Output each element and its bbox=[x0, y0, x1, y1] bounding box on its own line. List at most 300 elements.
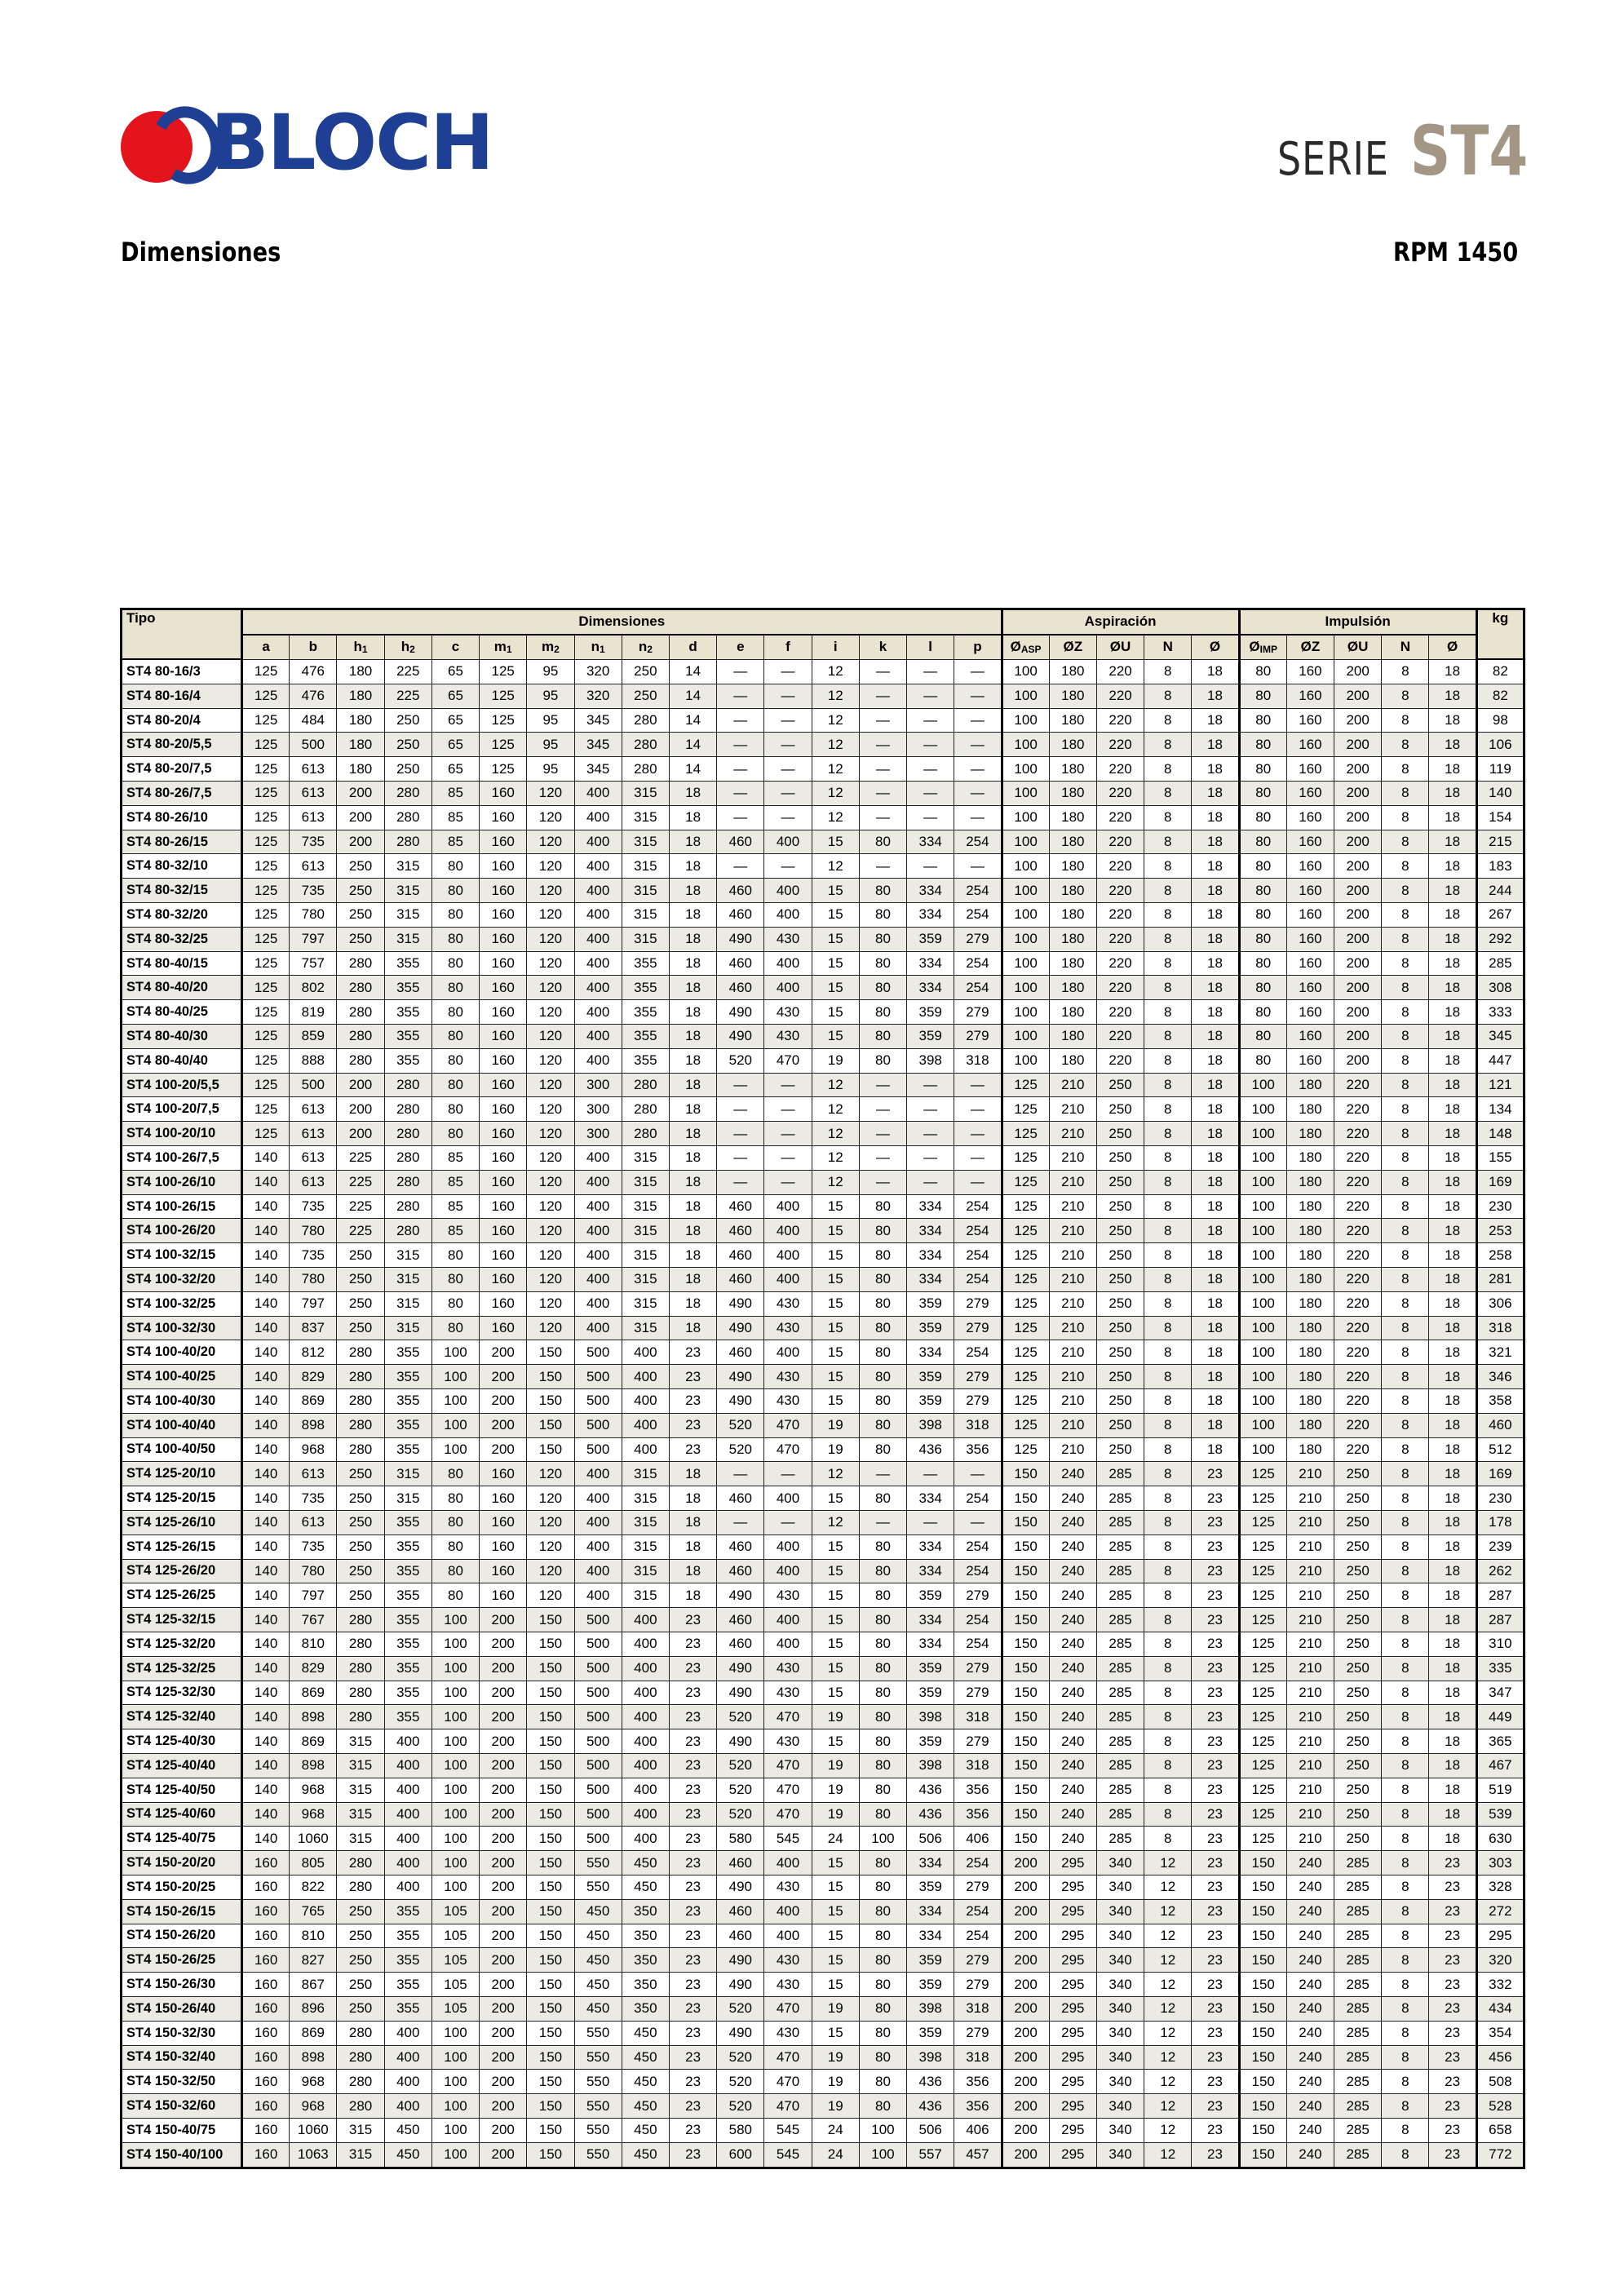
table-cell: 285 bbox=[1096, 1705, 1144, 1729]
table-cell: 8 bbox=[1382, 684, 1429, 708]
table-cell: 8 bbox=[1144, 1219, 1192, 1243]
table-cell: — bbox=[907, 1097, 954, 1122]
table-cell: 280 bbox=[337, 951, 384, 976]
table-cell: 280 bbox=[337, 1875, 384, 1899]
table-cell: 220 bbox=[1334, 1413, 1382, 1437]
table-cell: 355 bbox=[384, 1048, 431, 1073]
table-cell: 285 bbox=[1334, 2021, 1382, 2045]
table-cell: 295 bbox=[1049, 1875, 1096, 1899]
table-cell: 140 bbox=[1476, 782, 1524, 806]
table-cell: 160 bbox=[242, 1996, 290, 2021]
table-cell: 80 bbox=[859, 1729, 906, 1754]
table-cell: 398 bbox=[907, 2045, 954, 2070]
table-cell: 160 bbox=[480, 903, 527, 928]
table-cell: 400 bbox=[622, 1802, 669, 1827]
tipo-cell: ST4 100-32/20 bbox=[122, 1268, 242, 1292]
table-cell: 500 bbox=[574, 1437, 622, 1462]
table-cell: 220 bbox=[1096, 805, 1144, 830]
table-cell: 18 bbox=[669, 879, 716, 903]
table-cell: 484 bbox=[290, 708, 337, 733]
table-cell: 430 bbox=[764, 1948, 812, 1973]
table-cell: 80 bbox=[431, 1534, 479, 1559]
table-cell: 210 bbox=[1049, 1413, 1096, 1437]
table-cell: 18 bbox=[1192, 951, 1239, 976]
table-cell: 180 bbox=[1049, 1025, 1096, 1049]
tipo-cell: ST4 100-20/10 bbox=[122, 1122, 242, 1146]
table-cell: 430 bbox=[764, 1025, 812, 1049]
table-cell: 400 bbox=[622, 1681, 669, 1705]
table-cell: 318 bbox=[954, 1048, 1002, 1073]
table-cell: 280 bbox=[337, 1340, 384, 1365]
table-cell: 285 bbox=[1334, 2142, 1382, 2168]
table-cell: 220 bbox=[1334, 1340, 1382, 1365]
table-cell: 8 bbox=[1144, 976, 1192, 1000]
table-cell: 250 bbox=[1334, 1729, 1382, 1754]
table-cell: 19 bbox=[812, 1705, 859, 1729]
table-cell: 15 bbox=[812, 1316, 859, 1340]
table-cell: 85 bbox=[431, 782, 479, 806]
table-cell: 240 bbox=[1286, 2070, 1334, 2094]
table-cell: 280 bbox=[384, 1122, 431, 1146]
table-cell: 280 bbox=[622, 1073, 669, 1097]
column-header: e bbox=[717, 635, 764, 659]
table-cell: 180 bbox=[337, 757, 384, 782]
table-cell: 18 bbox=[1192, 1437, 1239, 1462]
table-cell: 520 bbox=[717, 1753, 764, 1778]
table-cell: 100 bbox=[1002, 708, 1049, 733]
table-cell: 200 bbox=[480, 1729, 527, 1754]
table-cell: 550 bbox=[574, 2070, 622, 2094]
table-cell: 18 bbox=[1192, 1097, 1239, 1122]
tipo-cell: ST4 125-32/20 bbox=[122, 1632, 242, 1656]
table-cell: 15 bbox=[812, 1851, 859, 1876]
table-cell: 134 bbox=[1476, 1097, 1524, 1122]
table-cell: 8 bbox=[1144, 1170, 1192, 1194]
table-cell: 125 bbox=[1002, 1219, 1049, 1243]
table-cell: 400 bbox=[574, 903, 622, 928]
table-cell: 100 bbox=[1239, 1389, 1286, 1414]
table-cell: 250 bbox=[1096, 1437, 1144, 1462]
table-cell: 225 bbox=[337, 1219, 384, 1243]
table-cell: 18 bbox=[1429, 1365, 1476, 1389]
table-cell: 80 bbox=[1239, 708, 1286, 733]
table-cell: 150 bbox=[1002, 1632, 1049, 1656]
tipo-cell: ST4 80-40/25 bbox=[122, 1000, 242, 1025]
table-cell: 898 bbox=[290, 1705, 337, 1729]
tipo-cell: ST4 150-32/50 bbox=[122, 2070, 242, 2094]
table-cell: 285 bbox=[1096, 1656, 1144, 1681]
table-cell: 18 bbox=[1429, 1219, 1476, 1243]
table-cell: — bbox=[859, 1122, 906, 1146]
table-cell: 359 bbox=[907, 1973, 954, 1997]
table-cell: 470 bbox=[764, 1413, 812, 1437]
table-cell: — bbox=[764, 659, 812, 684]
table-cell: 400 bbox=[574, 879, 622, 903]
table-cell: — bbox=[717, 684, 764, 708]
table-cell: 180 bbox=[1049, 782, 1096, 806]
table-cell: 310 bbox=[1476, 1632, 1524, 1656]
table-cell: 250 bbox=[337, 1486, 384, 1511]
table-cell: 8 bbox=[1144, 1656, 1192, 1681]
tipo-cell: ST4 125-20/10 bbox=[122, 1462, 242, 1486]
table-cell: 318 bbox=[954, 1705, 1002, 1729]
table-cell: 210 bbox=[1286, 1486, 1334, 1511]
table-cell: 400 bbox=[622, 1778, 669, 1802]
table-cell: 125 bbox=[242, 951, 290, 976]
table-cell: 80 bbox=[1239, 1000, 1286, 1025]
table-cell: 160 bbox=[480, 1583, 527, 1608]
table-cell: 23 bbox=[1192, 1486, 1239, 1511]
table-cell: 160 bbox=[242, 1973, 290, 1997]
table-cell: 15 bbox=[812, 1534, 859, 1559]
table-cell: 8 bbox=[1144, 1486, 1192, 1511]
table-cell: 8 bbox=[1382, 1681, 1429, 1705]
table-cell: 18 bbox=[1429, 1632, 1476, 1656]
table-cell: 18 bbox=[669, 927, 716, 951]
table-cell: 80 bbox=[859, 1753, 906, 1778]
table-cell: 869 bbox=[290, 1681, 337, 1705]
table-cell: 430 bbox=[764, 2021, 812, 2045]
column-header: $m_1$ bbox=[480, 635, 527, 659]
table-cell: 100 bbox=[1239, 1243, 1286, 1268]
table-cell: 334 bbox=[907, 1534, 954, 1559]
table-row bbox=[122, 1073, 1524, 1097]
table-cell: 150 bbox=[527, 2070, 574, 2094]
tipo-cell: ST4 100-32/30 bbox=[122, 1316, 242, 1340]
table-cell: 150 bbox=[527, 1729, 574, 1754]
table-cell: 500 bbox=[574, 1753, 622, 1778]
table-cell: 18 bbox=[1429, 1025, 1476, 1049]
table-cell: 210 bbox=[1286, 1656, 1334, 1681]
table-cell: 254 bbox=[954, 1632, 1002, 1656]
table-cell: 100 bbox=[1002, 733, 1049, 757]
table-cell: 23 bbox=[1429, 2045, 1476, 2070]
table-cell: 827 bbox=[290, 1948, 337, 1973]
table-cell: 519 bbox=[1476, 1778, 1524, 1802]
table-cell: 968 bbox=[290, 2070, 337, 2094]
tipo-cell: ST4 150-26/15 bbox=[122, 1899, 242, 1924]
table-cell: 23 bbox=[1192, 1875, 1239, 1899]
table-cell: 8 bbox=[1144, 1681, 1192, 1705]
tipo-cell: ST4 80-40/15 bbox=[122, 951, 242, 976]
table-cell: 200 bbox=[1002, 2118, 1049, 2142]
table-cell: 810 bbox=[290, 1924, 337, 1948]
table-cell: 120 bbox=[527, 951, 574, 976]
table-cell: 8 bbox=[1382, 1291, 1429, 1316]
table-cell: 8 bbox=[1382, 733, 1429, 757]
table-cell: 12 bbox=[812, 1122, 859, 1146]
table-cell: 15 bbox=[812, 1681, 859, 1705]
table-cell: 105 bbox=[431, 1899, 479, 1924]
table-row bbox=[122, 1097, 1524, 1122]
table-cell: 8 bbox=[1382, 1534, 1429, 1559]
table-cell: 250 bbox=[1096, 1122, 1144, 1146]
table-cell: 285 bbox=[1334, 1948, 1382, 1973]
table-cell: 180 bbox=[1049, 1048, 1096, 1073]
table-cell: 200 bbox=[1334, 1048, 1382, 1073]
table-cell: 340 bbox=[1096, 2142, 1144, 2168]
table-row bbox=[122, 854, 1524, 879]
table-cell: 125 bbox=[1002, 1268, 1049, 1292]
table-cell: 355 bbox=[622, 1048, 669, 1073]
table-cell: 8 bbox=[1144, 1510, 1192, 1534]
table-cell: 125 bbox=[242, 1000, 290, 1025]
table-cell: 100 bbox=[431, 2094, 479, 2119]
table-cell: 280 bbox=[337, 1851, 384, 1876]
table-cell: 220 bbox=[1334, 1365, 1382, 1389]
table-cell: 250 bbox=[1334, 1632, 1382, 1656]
table-cell: 150 bbox=[527, 2045, 574, 2070]
table-cell: 200 bbox=[1334, 854, 1382, 879]
table-cell: 80 bbox=[431, 1291, 479, 1316]
table-cell: 334 bbox=[907, 879, 954, 903]
table-row bbox=[122, 1778, 1524, 1802]
table-cell: 258 bbox=[1476, 1243, 1524, 1268]
table-cell: 210 bbox=[1286, 1705, 1334, 1729]
table-cell: 210 bbox=[1049, 1073, 1096, 1097]
table-cell: 19 bbox=[812, 2070, 859, 2094]
table-cell: 240 bbox=[1286, 1924, 1334, 1948]
table-column-header-row bbox=[122, 635, 1524, 659]
table-row bbox=[122, 1899, 1524, 1924]
table-cell: 220 bbox=[1096, 659, 1144, 684]
table-cell: 280 bbox=[622, 757, 669, 782]
table-cell: 220 bbox=[1334, 1219, 1382, 1243]
table-cell: 120 bbox=[527, 854, 574, 879]
table-cell: 200 bbox=[1334, 951, 1382, 976]
table-cell: 450 bbox=[574, 1948, 622, 1973]
table-cell: 80 bbox=[859, 1365, 906, 1389]
table-cell: 150 bbox=[1239, 2094, 1286, 2119]
table-cell: 400 bbox=[764, 1608, 812, 1632]
table-row bbox=[122, 1681, 1524, 1705]
table-cell: 100 bbox=[1239, 1291, 1286, 1316]
table-cell: 250 bbox=[337, 854, 384, 879]
table-cell: 500 bbox=[574, 1656, 622, 1681]
table-cell: 18 bbox=[669, 903, 716, 928]
table-cell: 280 bbox=[337, 1413, 384, 1437]
table-cell: 23 bbox=[669, 1705, 716, 1729]
table-cell: — bbox=[954, 757, 1002, 782]
table-cell: 23 bbox=[669, 2142, 716, 2168]
table-cell: 8 bbox=[1382, 2142, 1429, 2168]
table-cell: 220 bbox=[1096, 879, 1144, 903]
table-cell: 210 bbox=[1049, 1268, 1096, 1292]
table-cell: 18 bbox=[669, 1316, 716, 1340]
table-cell: 315 bbox=[384, 879, 431, 903]
table-cell: 295 bbox=[1049, 1851, 1096, 1876]
table-cell: 400 bbox=[622, 1632, 669, 1656]
table-cell: 125 bbox=[242, 1025, 290, 1049]
table-cell: 400 bbox=[622, 1340, 669, 1365]
table-cell: 18 bbox=[669, 782, 716, 806]
table-cell: 23 bbox=[1429, 2021, 1476, 2045]
table-cell: 80 bbox=[859, 830, 906, 854]
table-cell: 100 bbox=[1002, 1048, 1049, 1073]
table-cell: 280 bbox=[337, 1681, 384, 1705]
table-cell: 95 bbox=[527, 733, 574, 757]
table-cell: 23 bbox=[1192, 1948, 1239, 1973]
table-cell: 8 bbox=[1382, 1389, 1429, 1414]
tipo-cell: ST4 100-20/7,5 bbox=[122, 1097, 242, 1122]
table-cell: 80 bbox=[859, 2045, 906, 2070]
table-cell: 80 bbox=[1239, 757, 1286, 782]
table-cell: 160 bbox=[480, 1559, 527, 1583]
table-cell: 456 bbox=[1476, 2045, 1524, 2070]
table-cell: 100 bbox=[1002, 830, 1049, 854]
table-row bbox=[122, 659, 1524, 684]
table-cell: 250 bbox=[1334, 1583, 1382, 1608]
table-cell: 280 bbox=[337, 1048, 384, 1073]
table-cell: 23 bbox=[1429, 1996, 1476, 2021]
table-cell: 500 bbox=[574, 1340, 622, 1365]
table-cell: 545 bbox=[764, 1827, 812, 1851]
table-cell: 400 bbox=[574, 976, 622, 1000]
table-cell: 100 bbox=[1002, 903, 1049, 928]
table-cell: 250 bbox=[337, 1462, 384, 1486]
table-cell: 180 bbox=[1049, 805, 1096, 830]
table-cell: 160 bbox=[480, 879, 527, 903]
table-cell: 160 bbox=[480, 782, 527, 806]
tipo-cell: ST4 125-32/30 bbox=[122, 1681, 242, 1705]
table-cell: 506 bbox=[907, 1827, 954, 1851]
table-cell: 200 bbox=[337, 1097, 384, 1122]
table-cell: 812 bbox=[290, 1340, 337, 1365]
table-cell: 550 bbox=[574, 2118, 622, 2142]
table-cell: 244 bbox=[1476, 879, 1524, 903]
column-header: $n_1$ bbox=[574, 635, 622, 659]
table-cell: 315 bbox=[622, 1559, 669, 1583]
table-cell: 315 bbox=[384, 927, 431, 951]
table-cell: 528 bbox=[1476, 2094, 1524, 2119]
table-cell: 100 bbox=[431, 1778, 479, 1802]
table-cell: 23 bbox=[1192, 1899, 1239, 1924]
tipo-cell: ST4 125-32/25 bbox=[122, 1656, 242, 1681]
table-cell: 400 bbox=[574, 805, 622, 830]
table-cell: 15 bbox=[812, 1365, 859, 1389]
table-cell: 200 bbox=[1334, 830, 1382, 854]
table-cell: — bbox=[907, 1146, 954, 1171]
table-cell: 450 bbox=[622, 2045, 669, 2070]
table-cell: 500 bbox=[574, 1802, 622, 1827]
table-cell: 436 bbox=[907, 1802, 954, 1827]
table-cell: 400 bbox=[574, 1170, 622, 1194]
table-cell: 180 bbox=[1049, 659, 1096, 684]
table-cell: 18 bbox=[1192, 1170, 1239, 1194]
table-cell: 125 bbox=[1239, 1486, 1286, 1511]
table-cell: 500 bbox=[574, 1729, 622, 1754]
table-cell: 210 bbox=[1286, 1462, 1334, 1486]
tipo-cell: ST4 125-40/50 bbox=[122, 1778, 242, 1802]
table-cell: 210 bbox=[1286, 1827, 1334, 1851]
table-cell: 18 bbox=[669, 1194, 716, 1219]
table-cell: 315 bbox=[384, 1268, 431, 1292]
table-cell: 400 bbox=[764, 1899, 812, 1924]
table-cell: 125 bbox=[242, 1097, 290, 1122]
table-cell: 18 bbox=[1192, 927, 1239, 951]
table-cell: 160 bbox=[480, 1291, 527, 1316]
table-cell: 160 bbox=[480, 1048, 527, 1073]
table-cell: 120 bbox=[527, 1073, 574, 1097]
table-cell: 15 bbox=[812, 879, 859, 903]
table-cell: 125 bbox=[1002, 1437, 1049, 1462]
table-cell: 80 bbox=[431, 951, 479, 976]
table-cell: 315 bbox=[622, 782, 669, 806]
table-cell: 18 bbox=[1192, 1025, 1239, 1049]
tipo-cell: ST4 100-32/15 bbox=[122, 1243, 242, 1268]
table-cell: 250 bbox=[337, 1268, 384, 1292]
table-cell: 23 bbox=[1429, 2118, 1476, 2142]
table-cell: 150 bbox=[1002, 1753, 1049, 1778]
table-cell: 295 bbox=[1049, 2070, 1096, 2094]
table-cell: 449 bbox=[1476, 1705, 1524, 1729]
table-cell: 220 bbox=[1334, 1122, 1382, 1146]
table-cell: 490 bbox=[717, 2021, 764, 2045]
table-cell: 355 bbox=[384, 1583, 431, 1608]
table-cell: 613 bbox=[290, 1170, 337, 1194]
table-cell: 23 bbox=[1192, 1510, 1239, 1534]
table-cell: 125 bbox=[480, 757, 527, 782]
table-cell: 180 bbox=[1049, 708, 1096, 733]
table-cell: 250 bbox=[337, 1243, 384, 1268]
table-cell: 315 bbox=[622, 1291, 669, 1316]
table-cell: 12 bbox=[1144, 2070, 1192, 2094]
table-cell: 805 bbox=[290, 1851, 337, 1876]
table-cell: 125 bbox=[242, 879, 290, 903]
table-cell: 400 bbox=[764, 1486, 812, 1511]
table-cell: 400 bbox=[622, 1753, 669, 1778]
table-cell: 100 bbox=[1002, 684, 1049, 708]
table-cell: 65 bbox=[431, 757, 479, 782]
table-cell: 8 bbox=[1382, 1753, 1429, 1778]
table-cell: 150 bbox=[527, 1705, 574, 1729]
table-cell: 8 bbox=[1382, 757, 1429, 782]
table-cell: 80 bbox=[859, 1316, 906, 1340]
table-cell: 8 bbox=[1144, 1025, 1192, 1049]
table-cell: 80 bbox=[859, 1948, 906, 1973]
table-cell: 355 bbox=[384, 1340, 431, 1365]
table-cell: 14 bbox=[669, 757, 716, 782]
table-cell: 315 bbox=[337, 1802, 384, 1827]
table-cell: 8 bbox=[1144, 733, 1192, 757]
table-cell: 160 bbox=[480, 1194, 527, 1219]
table-cell: 80 bbox=[859, 879, 906, 903]
table-cell: 150 bbox=[527, 1948, 574, 1973]
table-cell: 315 bbox=[337, 1729, 384, 1754]
table-cell: 240 bbox=[1049, 1462, 1096, 1486]
table-cell: 80 bbox=[859, 976, 906, 1000]
table-cell: 23 bbox=[1192, 1534, 1239, 1559]
table-cell: 160 bbox=[480, 1146, 527, 1171]
table-cell: 140 bbox=[242, 1559, 290, 1583]
table-cell: 225 bbox=[337, 1146, 384, 1171]
table-cell: 400 bbox=[574, 927, 622, 951]
table-cell: 125 bbox=[1239, 1510, 1286, 1534]
table-cell: — bbox=[907, 684, 954, 708]
table-cell: 80 bbox=[431, 1097, 479, 1122]
table-cell: 23 bbox=[669, 1948, 716, 1973]
table-cell: 120 bbox=[527, 1486, 574, 1511]
table-cell: 430 bbox=[764, 1973, 812, 1997]
table-cell: 240 bbox=[1049, 1681, 1096, 1705]
table-cell: 100 bbox=[1239, 1146, 1286, 1171]
table-cell: 100 bbox=[1002, 659, 1049, 684]
column-header: $m_2$ bbox=[527, 635, 574, 659]
table-cell: 140 bbox=[242, 1802, 290, 1827]
table-cell: 450 bbox=[622, 2070, 669, 2094]
table-cell: 210 bbox=[1049, 1365, 1096, 1389]
table-cell: 295 bbox=[1049, 1996, 1096, 2021]
